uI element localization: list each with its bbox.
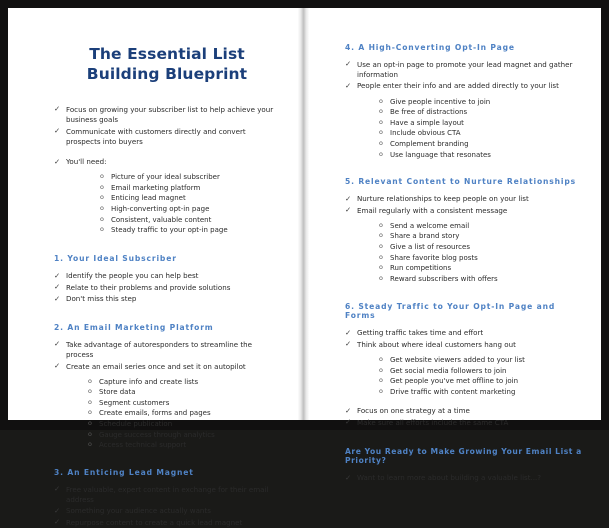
sub-list-item-label: Picture of your ideal subscriber — [111, 173, 220, 182]
list-item-label: Create an email series once and set it on autopilot — [66, 361, 246, 371]
page-spread — [8, 8, 601, 527]
sub-list-item-label: Store data — [99, 388, 136, 397]
sub-list-item-label: Enticing lead magnet — [111, 194, 186, 203]
list-item — [54, 283, 280, 293]
sub-list-item — [88, 398, 280, 409]
sub-list-item-label: Get social media followers to join — [390, 366, 507, 375]
section-check-list — [54, 340, 280, 372]
section-check-list — [54, 271, 280, 304]
page-gutter — [298, 8, 309, 420]
list-item-label: Email regularly with a consistent message — [357, 205, 508, 215]
sub-list-item — [88, 430, 280, 441]
sub-list-item — [100, 215, 280, 226]
check-icon: ✓ — [54, 270, 61, 280]
document-title: The Essential List Building Blueprint — [86, 45, 248, 84]
check-icon: ✓ — [345, 80, 352, 90]
sub-list-item — [379, 387, 587, 398]
sub-list-item — [379, 97, 587, 108]
check-icon: ✓ — [54, 517, 61, 527]
sub-list-item-label: Get website viewers added to your list — [390, 355, 525, 364]
section-heading: 2. An Email Marketing Platform — [54, 323, 214, 333]
list-item — [54, 485, 280, 505]
cta-check-list — [345, 473, 587, 483]
circle-bullet-icon: o — [100, 204, 104, 213]
check-icon: ✓ — [345, 193, 352, 203]
circle-bullet-icon: o — [379, 252, 383, 261]
list-item-label: Don't miss this step — [66, 294, 137, 304]
list-item — [345, 194, 587, 204]
list-item-label: Something your audience actually wants — [66, 506, 211, 516]
circle-bullet-icon: o — [379, 107, 383, 116]
circle-bullet-icon: o — [379, 220, 383, 229]
list-item — [345, 81, 587, 91]
list-item — [54, 362, 280, 372]
list-item-label: You'll need: — [66, 157, 107, 167]
spacer — [345, 285, 587, 302]
circle-bullet-icon: o — [379, 231, 383, 240]
check-icon: ✓ — [54, 156, 61, 166]
spacer — [345, 160, 587, 177]
sub-list-item — [88, 408, 280, 419]
sub-list-item — [379, 263, 587, 274]
requirements-sub-list — [66, 172, 280, 236]
circle-bullet-icon: o — [88, 408, 92, 417]
circle-bullet-icon: o — [379, 386, 383, 395]
section-heading: 6. Steady Traffic to Your Opt-In Page and Forms — [345, 301, 556, 321]
sub-list-item-label: Get people you've met offline to join — [390, 377, 519, 386]
circle-bullet-icon: o — [379, 128, 383, 137]
sub-list-item — [88, 377, 280, 388]
check-icon: ✓ — [54, 293, 61, 303]
check-icon: ✓ — [345, 205, 352, 215]
list-item-label: Identify the people you can help best — [66, 271, 199, 281]
sub-list-item — [88, 440, 280, 451]
sub-list-item — [100, 172, 280, 183]
spacer — [54, 148, 280, 157]
circle-bullet-icon: o — [100, 214, 104, 223]
circle-bullet-icon: o — [88, 419, 92, 428]
check-icon: ✓ — [345, 327, 352, 337]
section-check-list — [345, 194, 587, 216]
sub-list-item-label: Create emails, forms and pages — [99, 409, 211, 418]
sub-list-item — [379, 221, 587, 232]
list-item — [345, 418, 587, 428]
list-item-label: Focus on one strategy at a time — [357, 406, 470, 416]
circle-bullet-icon: o — [100, 172, 104, 181]
circle-bullet-icon: o — [379, 139, 383, 148]
sub-list-item — [379, 139, 587, 150]
cta-heading: Are You Ready to Make Growing Your Email List a Priority? — [345, 446, 582, 466]
spacer — [54, 237, 280, 254]
circle-bullet-icon: o — [88, 440, 92, 449]
left-page — [8, 8, 298, 527]
list-item-label: Take advantage of autoresponders to streamline the process — [66, 339, 253, 359]
list-item — [54, 294, 280, 304]
requirements-check-list — [54, 157, 280, 236]
check-icon: ✓ — [345, 472, 352, 482]
section-check-list — [54, 485, 280, 528]
list-item-label: People enter their info and are added directly to your list — [357, 81, 559, 91]
check-icon: ✓ — [345, 405, 352, 415]
sub-list-item-label: Share favorite blog posts — [390, 253, 478, 262]
spacer — [54, 451, 280, 468]
list-item — [345, 473, 587, 483]
sub-list-item-label: Use language that resonates — [390, 150, 491, 159]
list-item — [54, 105, 280, 125]
check-icon: ✓ — [54, 126, 61, 136]
circle-bullet-icon: o — [88, 376, 92, 385]
spacer — [54, 306, 280, 323]
circle-bullet-icon: o — [379, 242, 383, 251]
sub-list-item — [379, 366, 587, 377]
list-item — [54, 518, 280, 528]
sub-list-item-label: Schedule publication — [99, 420, 173, 429]
sub-list-item-label: Drive traffic with content marketing — [390, 387, 516, 396]
section-closing-check-list — [345, 406, 587, 428]
sub-list-item-label: Send a welcome email — [390, 221, 470, 230]
circle-bullet-icon: o — [379, 354, 383, 363]
sub-list-item — [379, 231, 587, 242]
sub-list-item-label: Consistent, valuable content — [111, 215, 212, 224]
sub-list-item-label: Run competitions — [390, 264, 452, 273]
circle-bullet-icon: o — [100, 182, 104, 191]
list-item — [345, 206, 587, 216]
list-item — [54, 127, 280, 147]
circle-bullet-icon: o — [379, 96, 383, 105]
sub-list-item-label: Have a simple layout — [390, 118, 464, 127]
list-item-label: Use an opt-in page to promote your lead magnet and gather information — [357, 59, 573, 79]
list-item-label: Think about where ideal customers hang out — [357, 339, 516, 349]
sub-list — [345, 97, 587, 161]
sub-list-item-label: Give a list of resources — [390, 243, 470, 252]
circle-bullet-icon: o — [88, 387, 92, 396]
sub-list-item — [379, 376, 587, 387]
list-item-label: Nurture relationships to keep people on your list — [357, 194, 529, 204]
left-sections — [54, 237, 280, 528]
circle-bullet-icon: o — [379, 263, 383, 272]
sub-list-item — [379, 274, 587, 285]
check-icon: ✓ — [345, 339, 352, 349]
right-page — [309, 8, 601, 483]
list-item-label: Repurpose content to create a quick lead magnet — [66, 517, 243, 527]
list-item — [345, 328, 587, 338]
sub-list-item-label: Segment customers — [99, 398, 170, 407]
check-icon: ✓ — [345, 417, 352, 427]
circle-bullet-icon: o — [88, 397, 92, 406]
section-heading: 1. Your Ideal Subscriber — [54, 254, 177, 264]
list-item — [54, 157, 280, 236]
check-icon: ✓ — [345, 59, 352, 69]
list-item-label: Free valuable, expert content in exchange for their email address — [66, 484, 269, 504]
spacer — [345, 430, 587, 447]
sub-list-item — [100, 183, 280, 194]
section-heading: 4. A High-Converting Opt-In Page — [345, 43, 515, 52]
sub-list-item — [88, 419, 280, 430]
circle-bullet-icon: o — [100, 225, 104, 234]
list-item — [54, 271, 280, 281]
sub-list-item — [379, 128, 587, 139]
check-icon: ✓ — [54, 104, 61, 114]
list-item — [54, 506, 280, 516]
section-check-list — [345, 60, 587, 92]
check-icon: ✓ — [54, 282, 61, 292]
sub-list-item-label: Gauge success through analytics — [99, 430, 215, 439]
sub-list — [345, 221, 587, 285]
sub-list-item-label: Complement branding — [390, 140, 469, 149]
list-item — [345, 340, 587, 350]
section-heading: 5. Relevant Content to Nurture Relationships — [345, 177, 577, 187]
circle-bullet-icon: o — [379, 376, 383, 385]
sub-list-item-label: Be free of distractions — [390, 108, 468, 117]
sub-list-item-label: Email marketing platform — [111, 183, 201, 192]
circle-bullet-icon: o — [379, 273, 383, 282]
circle-bullet-icon: o — [100, 193, 104, 202]
sub-list-item-label: Include obvious CTA — [390, 129, 461, 138]
sub-list-item — [379, 107, 587, 118]
list-item-label: Relate to their problems and provide solutions — [66, 282, 231, 292]
sub-list-item — [379, 118, 587, 129]
circle-bullet-icon: o — [88, 429, 92, 438]
circle-bullet-icon: o — [379, 149, 383, 158]
list-item — [345, 60, 587, 80]
sub-list-item — [379, 355, 587, 366]
spacer — [345, 34, 587, 43]
intro-check-list — [54, 105, 280, 147]
check-icon: ✓ — [54, 505, 61, 515]
check-icon: ✓ — [54, 484, 61, 494]
list-item-label: Getting traffic takes time and effort — [357, 328, 484, 338]
sub-list-item — [100, 204, 280, 215]
sub-list-item — [100, 225, 280, 236]
sub-list — [345, 355, 587, 398]
sub-list-item-label: High-converting opt-in page — [111, 205, 210, 214]
sub-list-item-label: Give people incentive to join — [390, 97, 491, 106]
list-item-label: Focus on growing your subscriber list to help achieve your business goals — [66, 104, 274, 124]
circle-bullet-icon: o — [379, 117, 383, 126]
section-check-list — [345, 328, 587, 350]
sub-list-item-label: Access technical support — [99, 441, 187, 450]
sub-list — [54, 377, 280, 451]
check-icon: ✓ — [54, 339, 61, 349]
list-item — [345, 406, 587, 416]
list-item-label: Want to learn more about building a valuable list...? — [357, 473, 542, 483]
sub-list-item — [379, 150, 587, 161]
sub-list-item — [100, 193, 280, 204]
sub-list-item-label: Share a brand story — [390, 232, 460, 241]
check-icon: ✓ — [54, 361, 61, 370]
sub-list-item-label: Steady traffic to your opt-in page — [111, 226, 228, 235]
spacer — [345, 397, 587, 406]
section-heading: 3. An Enticing Lead Magnet — [54, 467, 194, 477]
circle-bullet-icon: o — [379, 365, 383, 374]
list-item — [54, 340, 280, 360]
right-sections — [345, 34, 587, 428]
sub-list-item-label: Reward subscribers with offers — [390, 274, 498, 283]
list-item-label: Make sure all efforts include the same CTA — [357, 417, 509, 427]
sub-list-item — [88, 387, 280, 398]
sub-list-item — [379, 253, 587, 264]
sub-list-item — [379, 242, 587, 253]
list-item-label: Communicate with customers directly and convert prospects into buyers — [66, 126, 246, 146]
sub-list-item-label: Capture info and create lists — [99, 377, 199, 386]
